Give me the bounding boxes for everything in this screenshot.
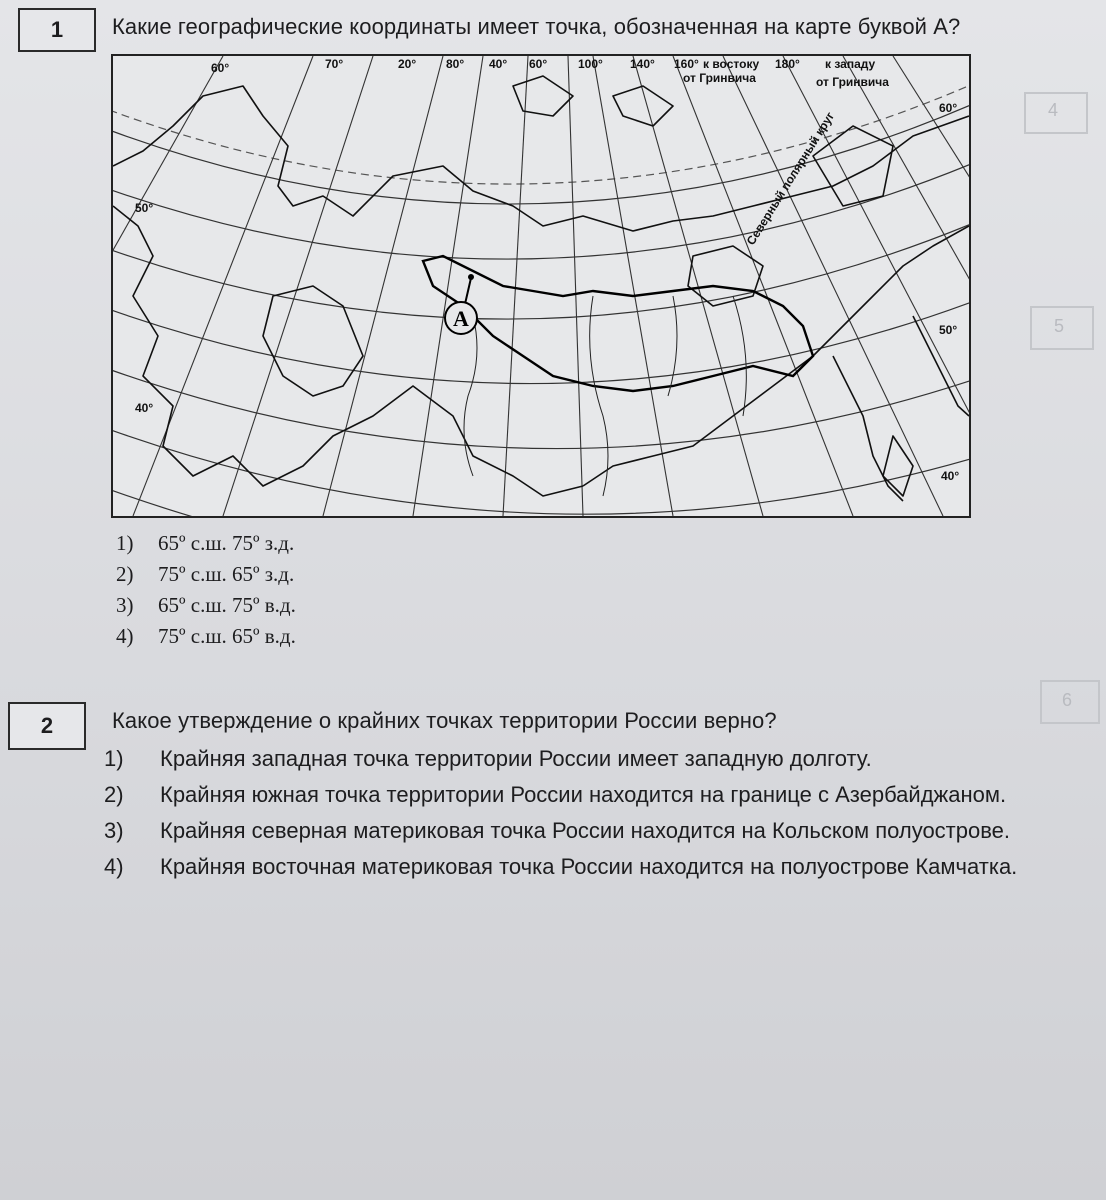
question-1-option-3[interactable] <box>116 590 296 621</box>
label-west-of-greenwich-2: от Гринвича <box>816 75 889 89</box>
label-lon-70: 70° <box>325 57 344 71</box>
option-text: 75º с.ш. 65º з.д. <box>158 562 295 586</box>
option-number: 1) <box>116 531 134 555</box>
question-2-option-4[interactable] <box>104 852 1088 882</box>
label-lat-60: 60° <box>939 101 958 115</box>
option-number: 3) <box>104 818 124 843</box>
point-a-label: А <box>453 306 469 331</box>
question-2-option-3[interactable] <box>104 816 1088 846</box>
option-text: Крайняя северная материковая точка России находится на Кольском полуострове. <box>160 818 1011 843</box>
option-text: Крайняя восточная материковая точка России находится на полуострове Камчатка. <box>160 854 1018 879</box>
label-lon-60b: 60° <box>529 57 548 71</box>
map-meridians <box>113 56 969 516</box>
label-lat-50-right: 50° <box>939 323 958 337</box>
question-2-text: Какое утверждение о крайних точках территории России верно? <box>112 708 777 733</box>
option-text: 65º с.ш. 75º з.д. <box>158 531 295 555</box>
label-lon-140: 140° <box>630 57 655 71</box>
question-1-option-4[interactable] <box>116 621 296 652</box>
question-1-option-1[interactable] <box>116 528 296 559</box>
option-number: 2) <box>104 782 124 807</box>
option-number: 4) <box>116 624 134 648</box>
bleed-through-number-4: 4 <box>1048 100 1059 120</box>
map-rivers <box>464 296 746 496</box>
question-1-options <box>116 528 296 652</box>
label-lon-180: 180° <box>775 57 800 71</box>
bleed-through-number-6: 6 <box>1062 690 1073 710</box>
label-lon-100: 100° <box>578 57 603 71</box>
question-2-options <box>104 744 1088 888</box>
option-text: Крайняя южная точка территории России находится на границе с Азербайджаном. <box>160 782 1007 807</box>
map-parallels <box>113 66 969 516</box>
point-a-marker <box>445 274 477 334</box>
option-number: 3) <box>116 593 134 617</box>
label-lat-40-right: 40° <box>941 469 960 483</box>
label-lon-80: 80° <box>446 57 465 71</box>
label-lon-40: 40° <box>489 57 508 71</box>
question-2-option-1[interactable] <box>104 744 1088 774</box>
russia-outline-map <box>111 54 971 518</box>
question-1-number-box: 1 <box>18 8 96 52</box>
label-lon-60: 60° <box>211 61 230 75</box>
label-east-of-greenwich-2: от Гринвича <box>683 71 756 85</box>
label-lat-50-left: 50° <box>135 201 154 215</box>
label-west-of-greenwich-1: к западу <box>825 57 876 71</box>
label-east-of-greenwich-1: к востоку <box>703 57 760 71</box>
question-1-text: Какие географические координаты имеет точка, обозначенная на карте буквой А? <box>112 14 961 39</box>
question-2-number-box: 2 <box>8 702 86 750</box>
label-arctic-circle: Северный полярный круг <box>743 109 838 248</box>
russia-border <box>423 256 813 391</box>
label-lat-40-left: 40° <box>135 401 154 415</box>
option-number: 1) <box>104 746 124 771</box>
label-lon-160: 160° <box>674 57 699 71</box>
option-text: 75º с.ш. 65º в.д. <box>158 624 296 648</box>
question-1-option-2[interactable] <box>116 559 296 590</box>
question-2-option-2[interactable] <box>104 780 1088 810</box>
bleed-through-number-5: 5 <box>1054 316 1065 336</box>
option-text: 65º с.ш. 75º в.д. <box>158 593 296 617</box>
option-text: Крайняя западная точка территории России имеет западную долготу. <box>160 746 872 771</box>
label-lon-20: 20° <box>398 57 417 71</box>
option-number: 4) <box>104 854 124 879</box>
option-number: 2) <box>116 562 134 586</box>
